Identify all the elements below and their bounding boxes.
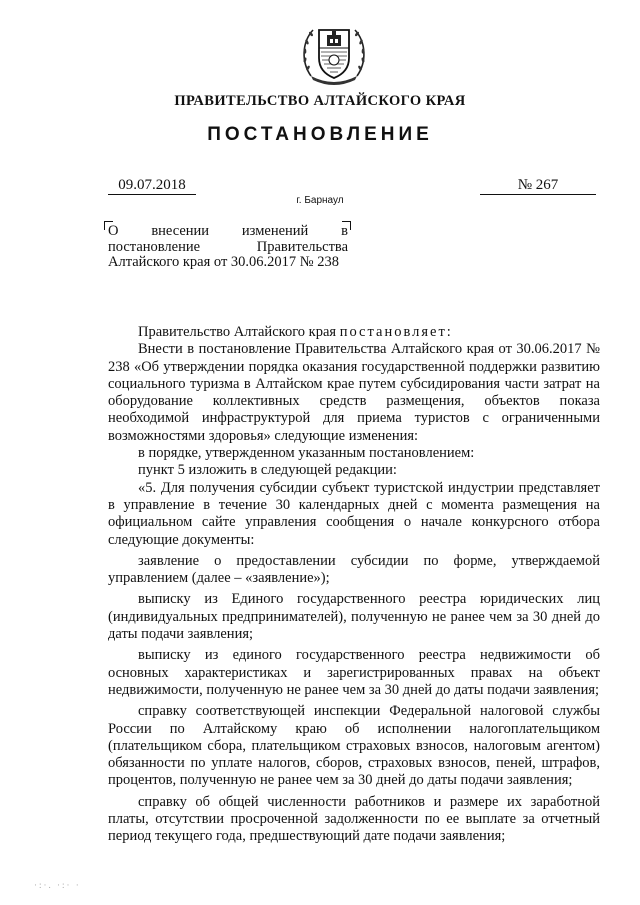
body-paragraph: Внести в постановление Правительства Алтайского края от 30.06.2017 № 238 «Об утверждении порядка оказания государственной поддержки развитию социального туризма в Алтайском крае путем субсидирования части затрат на оборудование коллективных средств размещения, объектов показа необходимой инфраструктурой для приема туристов с ограниченными возможностями здоровья» следующие изменения: <box>108 341 600 444</box>
government-name: ПРАВИТЕЛЬСТВО АЛТАЙСКОГО КРАЯ <box>174 93 466 109</box>
body-paragraph: справку соответствующей инспекции Федеральной налоговой службы России по Алтайскому краю об исполнении налогоплательщиком (плательщиком сбора, плательщиком страховых взносов, налоговым агентом) обязанности по уплате налогов, сборов, страховых взносов, пеней, штрафов, процентов, полученную не ранее чем за 30 дней до даты подачи заявления; <box>108 703 600 789</box>
intro-keyword: постановляет: <box>339 324 453 340</box>
body-paragraph: выписку из Единого государственного реестра юридических лиц (индивидуальных предпринимателей), полученную не ранее чем за 30 дней до даты подачи заявления; <box>108 591 600 643</box>
intro-paragraph <box>108 324 600 341</box>
body-paragraph: «5. Для получения субсидии субъект туристской индустрии представляет в управление в течение 30 календарных дней с момента размещения на официальном сайте управления сообщения о начале конкурсного отбора следующие документы: <box>108 479 600 548</box>
body-paragraph: справку об общей численности работников и размере их заработной платы, отсутствии просроченной задолженности по ее выплате за отчетный период текущего года, предшествующий дате подачи заявления; <box>108 793 600 845</box>
document-date: 09.07.2018 <box>108 177 196 195</box>
city-label: г. Барнаул <box>296 195 344 206</box>
document-number: № 267 <box>480 177 596 195</box>
intro-prefix: Правительство Алтайского края <box>138 324 340 340</box>
body-paragraph: заявление о предоставлении субсидии по форме, утверждаемой управлением (далее – «заявление»); <box>108 552 600 587</box>
body-paragraph: в порядке, утвержденном указанным постановлением: <box>138 445 475 462</box>
document-type-title: ПОСТАНОВЛЕНИЕ <box>207 124 433 145</box>
scan-artifact: ·:·. ·:· · <box>34 880 81 890</box>
coat-of-arms-icon <box>297 18 371 92</box>
document-body <box>108 324 600 846</box>
body-paragraph: выписку из единого государственного реестра недвижимости об основных характеристиках и зарегистрированных правах на объект недвижимости, полученную не ранее чем за 30 дней до даты подачи заявления; <box>108 647 600 698</box>
document-subject: О внесении изменений в постановление Правительства Алтайского края от 30.06.2017 № 238 <box>108 223 348 270</box>
body-paragraph: пункт 5 изложить в следующей редакции: <box>138 462 397 479</box>
